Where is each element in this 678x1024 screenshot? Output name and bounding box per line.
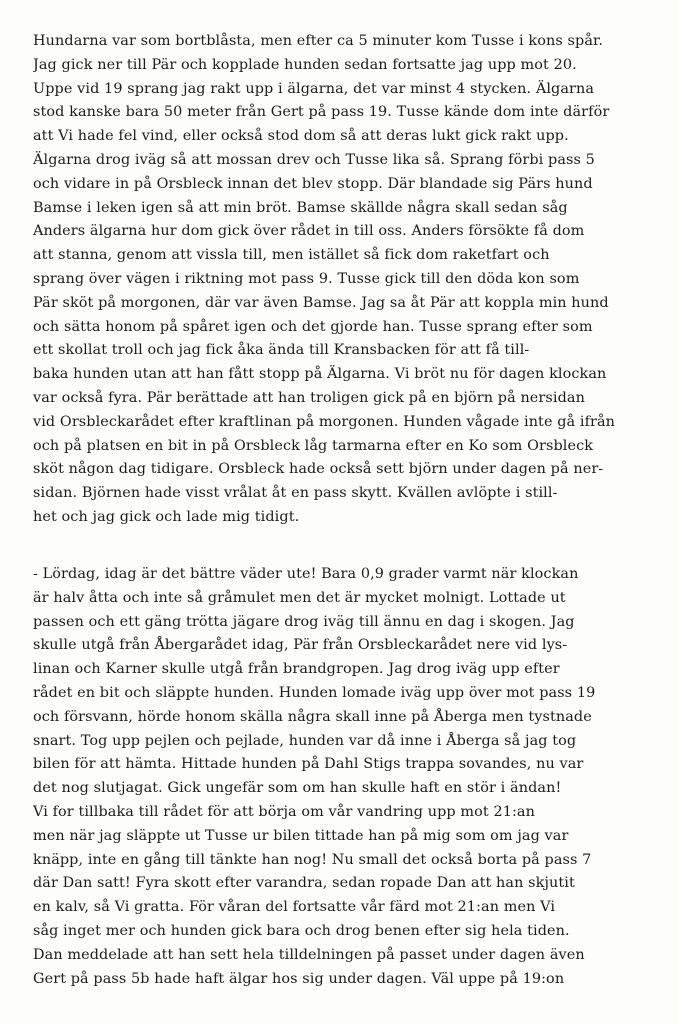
- text-line: Vi for tillbaka till rådet för att börja om vår vandring upp mot 21:an: [33, 803, 535, 820]
- text-line: skulle utgå från Åbergarådet idag, Pär från Orsbleckarådet nere vid lys-: [33, 637, 568, 654]
- text-line: är halv åtta och inte så gråmulet men det är mycket molnigt. Lottade ut: [33, 589, 566, 606]
- text-line: där Dan satt! Fyra skott efter varandra, sedan ropade Dan att han skjutit: [33, 875, 575, 892]
- text-line: vid Orsbleckarådet efter kraftlinan på morgonen. Hunden vågade inte gå ifrån: [33, 413, 616, 430]
- text-line: het och jag gick och lade mig tidigt.: [33, 508, 300, 525]
- text-line: men när jag släppte ut Tusse ur bilen tittade han på mig som om jag var: [33, 827, 569, 844]
- text-line: bilen för att hämta. Hittade hunden på Dahl Stigs trappa sovandes, nu var: [33, 756, 584, 773]
- text-line: Dan meddelade att han sett hela tilldelningen på passet under dagen även: [33, 946, 585, 963]
- text-line: och på platsen en bit in på Orsbleck låg tarmarna efter en Ko som Orsbleck: [33, 437, 594, 454]
- text-line: och sätta honom på spåret igen och det gjorde han. Tusse sprang efter som: [33, 318, 593, 335]
- text-line: såg inget mer och hunden gick bara och drog benen efter sig hela tiden.: [33, 922, 570, 939]
- text-line: snart. Tog upp pejlen och pejlade, hunden var då inne i Åberga så jag tog: [33, 732, 577, 749]
- paragraph-2: [33, 563, 658, 991]
- text-line: att stanna, genom att vissla till, men istället så fick dom raketfart och: [33, 247, 550, 264]
- text-line: baka hunden utan att han fått stopp på Älgarna. Vi bröt nu för dagen klockan: [33, 366, 607, 383]
- text-line: en kalv, så Vi gratta. För våran del fortsatte vår färd mot 21:an men Vi: [33, 899, 556, 916]
- text-line: Gert på pass 5b hade haft älgar hos sig under dagen. Väl uppe på 19:on: [33, 970, 565, 987]
- text-line: och försvann, hörde honom skälla några skall inne på Åberga men tystnade: [33, 708, 592, 725]
- text-line: stod kanske bara 50 meter från Gert på pass 19. Tusse kände dom inte därför: [33, 104, 610, 121]
- text-line: ett skollat troll och jag fick åka ända till Kransbacken för att få till-: [33, 342, 530, 359]
- paragraph-1: [33, 30, 658, 530]
- text-line: Pär sköt på morgonen, där var även Bamse. Jag sa åt Pär att koppla min hund: [33, 294, 609, 311]
- text-line: Bamse i leken igen så att min bröt. Bamse skällde några skall sedan såg: [33, 199, 568, 216]
- text-line: knäpp, inte en gång till tänkte han nog! Nu small det också borta på pass 7: [33, 851, 592, 868]
- text-line: sidan. Björnen hade visst vrålat åt en pass skytt. Kvällen avlöpte i still-: [33, 485, 558, 502]
- text-line: linan och Karner skulle utgå från brandgropen. Jag drog iväg upp efter: [33, 661, 560, 678]
- text-line: var också fyra. Pär berättade att han troligen gick på en björn på nersidan: [33, 389, 585, 406]
- text-line: att Vi hade fel vind, eller också stod dom så att deras lukt gick rakt upp.: [33, 128, 569, 145]
- text-line: Uppe vid 19 sprang jag rakt upp i älgarna, det var minst 4 stycken. Älgarna: [33, 80, 595, 97]
- text-line: Jag gick ner till Pär och kopplade hunden sedan fortsatte jag upp mot 20.: [33, 56, 577, 73]
- text-line: sköt någon dag tidigare. Orsbleck hade också sett björn under dagen på ner-: [33, 461, 604, 478]
- text-line: passen och ett gäng trötta jägare drog iväg till ännu en dag i skogen. Jag: [33, 613, 575, 630]
- text-line: - Lördag, idag är det bättre väder ute! Bara 0,9 grader varmt när klockan: [33, 566, 579, 582]
- text-line: Anders älgarna hur dom gick över rådet in till oss. Anders försökte få dom: [33, 223, 585, 240]
- text-line: och vidare in på Orsbleck innan det blev stopp. Där blandade sig Pärs hund: [33, 175, 593, 192]
- text-line: sprang över vägen i riktning mot pass 9. Tusse gick till den döda kon som: [33, 270, 580, 287]
- text-line: Hundarna var som bortblåsta, men efter ca 5 minuter kom Tusse i kons spår.: [33, 33, 604, 49]
- text-line: rådet en bit och släppte hunden. Hunden lomade iväg upp över mot pass 19: [33, 684, 596, 701]
- text-line: det nog slutjagat. Gick ungefär som om han skulle haft en stör i ändan!: [33, 780, 562, 797]
- text-line: Älgarna drog iväg så att mossan drev och Tusse lika så. Sprang förbi pass 5: [33, 151, 595, 168]
